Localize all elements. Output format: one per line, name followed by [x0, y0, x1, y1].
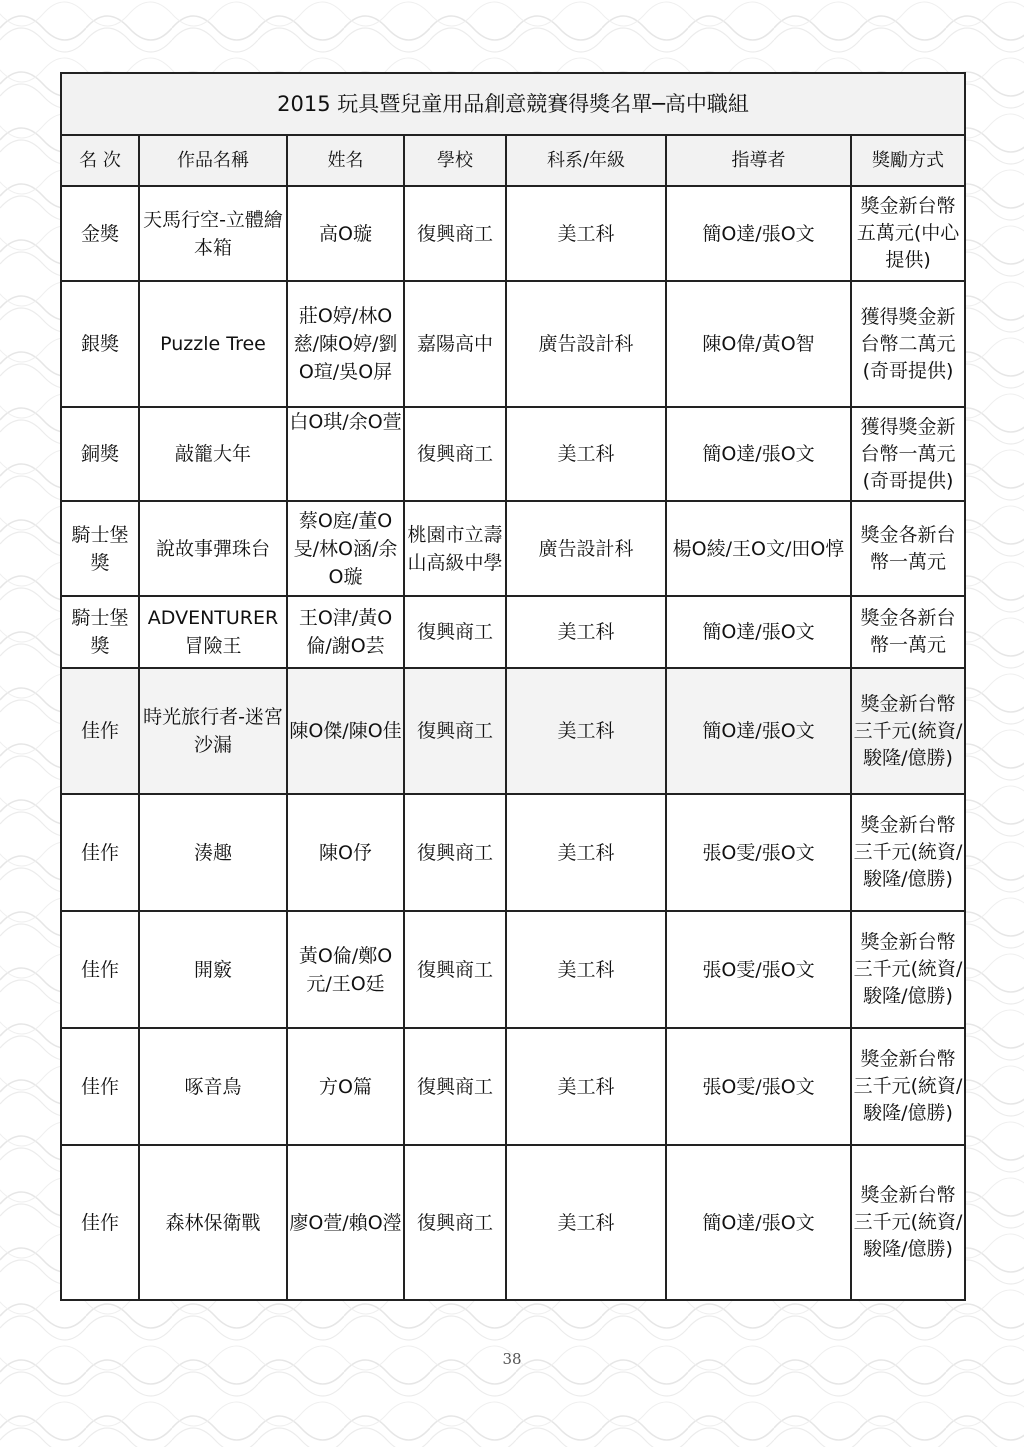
cell-reward: 獎金各新台幣一萬元: [851, 501, 965, 596]
cell-rank: 金獎: [61, 186, 139, 281]
table-row: [61, 668, 965, 794]
cell-school: 復興商工: [404, 668, 506, 794]
cell-work-name: 時光旅行者-迷宮沙漏: [139, 668, 287, 794]
table-title: 2015 玩具暨兒童用品創意競賽得獎名單─高中職組: [61, 73, 965, 135]
cell-work-name: 開竅: [139, 911, 287, 1028]
table-row: [61, 911, 965, 1028]
cell-school: 復興商工: [404, 1145, 506, 1300]
cell-department: 美工科: [506, 407, 666, 501]
cell-work-name: 說故事彈珠台: [139, 501, 287, 596]
cell-reward: 獎金新台幣五萬元(中心提供): [851, 186, 965, 281]
cell-advisor: 張O雯/張O文: [666, 794, 851, 911]
cell-school: 復興商工: [404, 596, 506, 668]
table-row: [61, 407, 965, 501]
cell-advisor: 張O雯/張O文: [666, 911, 851, 1028]
cell-reward: 獎金各新台幣一萬元: [851, 596, 965, 668]
cell-rank: 佳作: [61, 794, 139, 911]
cell-reward: 獎金新台幣三千元(統資/駿隆/億勝): [851, 1028, 965, 1145]
cell-reward: 獲得獎金新台幣二萬元(奇哥提供): [851, 281, 965, 407]
cell-reward: 獎金新台幣三千元(統資/駿隆/億勝): [851, 1145, 965, 1300]
cell-department: 美工科: [506, 911, 666, 1028]
cell-department: 美工科: [506, 668, 666, 794]
cell-department: 廣告設計科: [506, 281, 666, 407]
cell-rank: 銀獎: [61, 281, 139, 407]
cell-rank: 銅獎: [61, 407, 139, 501]
cell-school: 復興商工: [404, 407, 506, 501]
header-department: 科系/年級: [506, 135, 666, 186]
header-advisor: 指導者: [666, 135, 851, 186]
cell-student-names: 黃O倫/鄭O元/王O廷: [287, 911, 404, 1028]
header-rank: 名 次: [61, 135, 139, 186]
cell-advisor: 簡O達/張O文: [666, 1145, 851, 1300]
table-row: [61, 794, 965, 911]
header-reward: 獎勵方式: [851, 135, 965, 186]
table-row: [61, 1028, 965, 1145]
cell-school: 嘉陽高中: [404, 281, 506, 407]
cell-student-names: 陳O伃: [287, 794, 404, 911]
cell-student-names: 陳O傑/陳O佳: [287, 668, 404, 794]
cell-department: 廣告設計科: [506, 501, 666, 596]
cell-rank: 佳作: [61, 668, 139, 794]
header-student-names: 姓名: [287, 135, 404, 186]
cell-student-names: 莊O婷/林O慈/陳O婷/劉O瑄/吳O屏: [287, 281, 404, 407]
table-row: [61, 1145, 965, 1300]
cell-rank: 騎士堡獎: [61, 501, 139, 596]
cell-advisor: 陳O偉/黃O智: [666, 281, 851, 407]
cell-advisor: 楊O綾/王O文/田O惇: [666, 501, 851, 596]
cell-work-name: Puzzle Tree: [139, 281, 287, 407]
cell-work-name: 敲籠大年: [139, 407, 287, 501]
cell-school: 復興商工: [404, 1028, 506, 1145]
cell-advisor: 簡O達/張O文: [666, 407, 851, 501]
cell-work-name: ADVENTURER冒險王: [139, 596, 287, 668]
table-row: [61, 186, 965, 281]
cell-department: 美工科: [506, 1145, 666, 1300]
cell-work-name: 森林保衛戰: [139, 1145, 287, 1300]
cell-student-names: 方O篇: [287, 1028, 404, 1145]
cell-school: 復興商工: [404, 794, 506, 911]
cell-student-names: 王O津/黃O倫/謝O芸: [287, 596, 404, 668]
cell-student-names: 廖O萱/賴O瀅: [287, 1145, 404, 1300]
cell-department: 美工科: [506, 794, 666, 911]
table-row: [61, 501, 965, 596]
cell-advisor: 簡O達/張O文: [666, 186, 851, 281]
cell-advisor: 簡O達/張O文: [666, 668, 851, 794]
cell-student-names: 蔡O庭/董O旻/林O涵/余O璇: [287, 501, 404, 596]
table-row: [61, 596, 965, 668]
cell-advisor: 張O雯/張O文: [666, 1028, 851, 1145]
header-work-name: 作品名稱: [139, 135, 287, 186]
cell-reward: 獲得獎金新台幣一萬元(奇哥提供): [851, 407, 965, 501]
cell-reward: 獎金新台幣三千元(統資/駿隆/億勝): [851, 911, 965, 1028]
cell-reward: 獎金新台幣三千元(統資/駿隆/億勝): [851, 668, 965, 794]
cell-work-name: 湊趣: [139, 794, 287, 911]
cell-work-name: 啄音鳥: [139, 1028, 287, 1145]
page-number: 38: [502, 1350, 522, 1368]
cell-rank: 騎士堡獎: [61, 596, 139, 668]
cell-rank: 佳作: [61, 1028, 139, 1145]
cell-reward: 獎金新台幣三千元(統資/駿隆/億勝): [851, 794, 965, 911]
header-school: 學校: [404, 135, 506, 186]
cell-department: 美工科: [506, 186, 666, 281]
cell-work-name: 天馬行空-立體繪本箱: [139, 186, 287, 281]
cell-student-names: 高O璇: [287, 186, 404, 281]
cell-student-names: 白O琪/余O萱: [287, 407, 404, 501]
cell-rank: 佳作: [61, 911, 139, 1028]
cell-department: 美工科: [506, 1028, 666, 1145]
award-list-table: [60, 72, 966, 1301]
cell-school: 桃園市立壽山高級中學: [404, 501, 506, 596]
cell-school: 復興商工: [404, 186, 506, 281]
cell-rank: 佳作: [61, 1145, 139, 1300]
table-header-row: [61, 135, 965, 186]
cell-advisor: 簡O達/張O文: [666, 596, 851, 668]
cell-school: 復興商工: [404, 911, 506, 1028]
cell-department: 美工科: [506, 596, 666, 668]
table-row: [61, 281, 965, 407]
